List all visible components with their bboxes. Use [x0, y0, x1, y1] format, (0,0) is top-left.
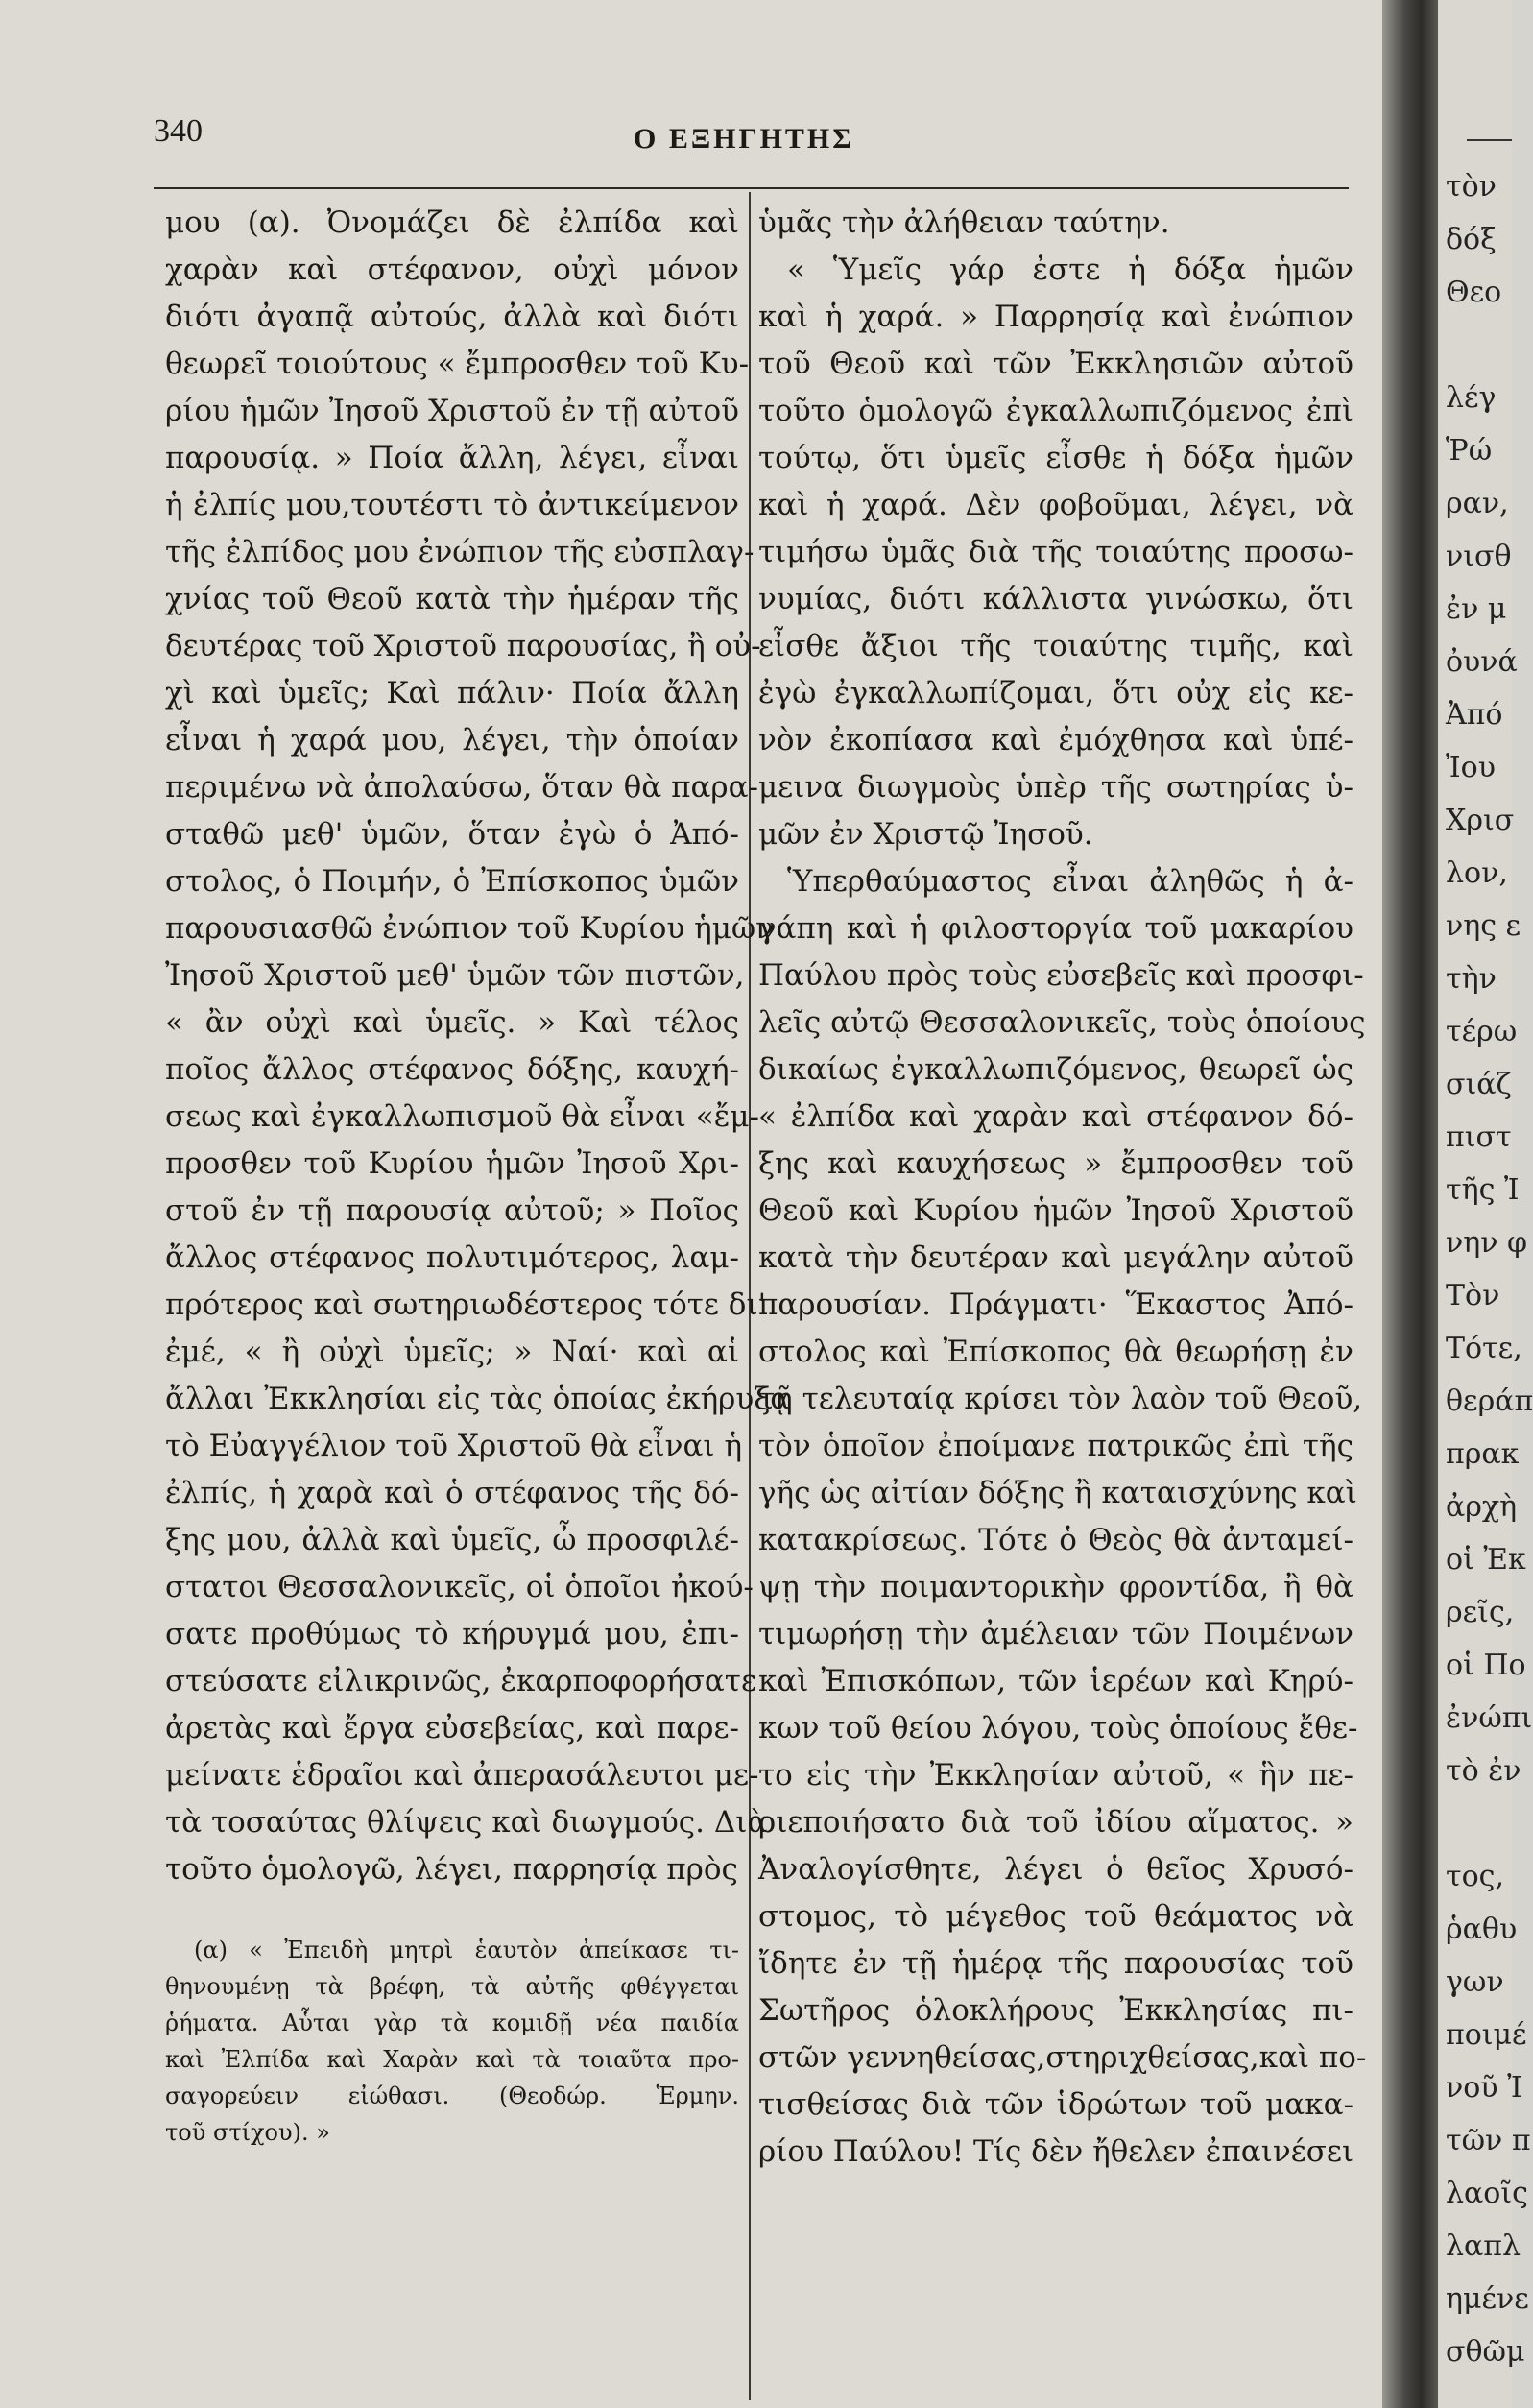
text-line: ἀρετὰς καὶ ἔργα εὐσεβείας, καὶ παρε- — [165, 1711, 739, 1746]
next-page-fragment: πρακ — [1446, 1437, 1520, 1471]
text-line: κων τοῦ θείου λόγου, τοὺς ὁποίους ἔθε- — [758, 1711, 1358, 1746]
text-line: « ἂν οὐχὶ καὶ ὑμεῖς. » Καὶ τέλος — [165, 1005, 739, 1040]
next-page-fragment: Θεο — [1446, 276, 1502, 309]
text-line: ἐγὼ ἐγκαλλωπίζομαι, ὅτι οὐχ εἰς κε- — [758, 676, 1353, 710]
next-page-header-rule — [1467, 139, 1512, 141]
text-line: τοῦ στίχου). » — [165, 2119, 330, 2146]
book-gutter — [1382, 0, 1438, 2408]
next-page-fragment: τῆς Ἰ — [1446, 1173, 1520, 1207]
text-line: παρουσιασθῶ ἐνώπιον τοῦ Κυρίου ἡμῶν — [165, 911, 775, 946]
next-page-fragment: τέρω — [1446, 1015, 1518, 1048]
text-line: ρίου Παύλου! Τίς δὲν ἤθελεν ἐπαινέσει — [758, 2134, 1354, 2169]
text-line: γῆς ὡς αἰτίαν δόξης ἢ καταισχύνης καὶ — [758, 1476, 1357, 1510]
text-line: τὸν ὁποῖον ἐποίμανε πατρικῶς ἐπὶ τῆς — [758, 1429, 1353, 1463]
text-line: κατὰ τὴν δευτέραν καὶ μεγάλην αὐτοῦ — [758, 1240, 1353, 1275]
next-page-fragment: ρεῖς, — [1446, 1596, 1515, 1629]
next-page-fragment: νης ε — [1446, 909, 1521, 943]
next-page-fragment: λον, — [1446, 856, 1508, 890]
text-line: στολος, ὁ Ποιμήν, ὁ Ἐπίσκοπος ὑμῶν — [165, 864, 739, 899]
next-page-fragment: νην φ — [1446, 1226, 1527, 1260]
next-page-fragment: τὸν — [1446, 170, 1497, 204]
page-header — [154, 113, 1349, 171]
next-page-fragment: Ῥώ — [1446, 434, 1493, 468]
text-line: Παύλου πρὸς τοὺς εὐσεβεῖς καὶ προσφι- — [758, 958, 1364, 993]
text-line: χὶ καὶ ὑμεῖς; Καὶ πάλιν· Ποία ἄλλη — [165, 676, 739, 710]
next-page-fragment: λέγ — [1446, 381, 1497, 415]
left-column — [165, 200, 791, 1893]
next-page-fragment: νισθ — [1446, 540, 1512, 573]
text-line: Ἀναλογίσθητε, λέγει ὁ θεῖος Χρυσό- — [758, 1852, 1353, 1887]
text-line: δικαίως ἐγκαλλωπιζόμενος, θεωρεῖ ὡς — [758, 1052, 1353, 1087]
text-line: χνίας τοῦ Θεοῦ κατὰ τὴν ἡμέραν τῆς — [165, 582, 739, 616]
next-page-fragment: ημένε — [1446, 2282, 1529, 2316]
text-line: μεινα διωγμοὺς ὑπὲρ τῆς σωτηρίας ὑ- — [758, 770, 1353, 805]
running-title: Ο ΕΞΗΓΗΤΗΣ — [634, 123, 854, 155]
text-line: Σωτῆρος ὁλοκλήρους Ἐκκλησίας πι- — [758, 1993, 1353, 2028]
text-line: τοῦτο ὁμολογῶ, λέγει, παρρησίᾳ πρὸς — [165, 1852, 738, 1887]
text-line: σαγορεύειν εἰώθασι. (Θεοδώρ. Ἑρμην. — [165, 2083, 739, 2109]
text-line: εἶσθε ἄξιοι τῆς τοιαύτης τιμῆς, καὶ — [758, 629, 1353, 663]
right-column — [758, 200, 1367, 2176]
text-line: « ἐλπίδα καὶ χαρὰν καὶ στέφανον δό- — [758, 1099, 1353, 1134]
header-rule — [154, 187, 1349, 189]
text-line: τοῦ Θεοῦ καὶ τῶν Ἐκκλησιῶν αὐτοῦ — [758, 347, 1353, 381]
text-line: « Ὑμεῖς γάρ ἐστε ἡ δόξα ἡμῶν — [787, 253, 1353, 287]
text-line: Ἰησοῦ Χριστοῦ μεθ' ὑμῶν τῶν πιστῶν, — [165, 958, 745, 993]
text-line: νυμίας, διότι κάλλιστα γινώσκω, ὅτι — [758, 582, 1353, 616]
next-page-fragment: ποιμέ — [1446, 2018, 1527, 2052]
text-line: στολος καὶ Ἐπίσκοπος θὰ θεωρήσῃ ἐν — [758, 1335, 1353, 1369]
text-line: ἐλπίς, ἡ χαρὰ καὶ ὁ στέφανος τῆς δό- — [165, 1476, 739, 1510]
text-line: παρουσίαν. Πράγματι· Ἕκαστος Ἀπό- — [758, 1288, 1353, 1322]
next-page-fragment: Χρισ — [1446, 804, 1515, 837]
next-page-fragment: ἐν μ — [1446, 592, 1507, 626]
next-page-fragment: ὀυνά — [1446, 645, 1518, 679]
text-line: λεῖς αὐτῷ Θεσσαλονικεῖς, τοὺς ὁποίους — [758, 1005, 1366, 1040]
next-page-fragment: Ἰου — [1446, 751, 1496, 784]
text-line: ποῖος ἄλλος στέφανος δόξης, καυχή- — [165, 1052, 739, 1087]
text-line: προσθεν τοῦ Κυρίου ἡμῶν Ἰησοῦ Χρι- — [165, 1146, 739, 1181]
next-page-fragment: ραν, — [1446, 487, 1509, 520]
next-page-fragment: τὸ ἐν — [1446, 1754, 1521, 1788]
next-page-fragment: οἱ Πο — [1446, 1649, 1526, 1682]
text-line: ρίου ἡμῶν Ἰησοῦ Χριστοῦ ἐν τῇ αὐτοῦ — [165, 394, 739, 428]
next-page-fragment: σθῶμ — [1446, 2335, 1525, 2369]
text-line: καὶ ἡ χαρά. » Παρρησίᾳ καὶ ἐνώπιον — [758, 300, 1353, 334]
text-line: ξης καὶ καυχήσεως » ἔμπροσθεν τοῦ — [758, 1146, 1353, 1181]
text-line: ψῃ τὴν ποιμαντορικὴν φροντίδα, ἢ θὰ — [758, 1570, 1353, 1604]
text-line: μου (α). Ὀνομάζει δὲ ἐλπίδα καὶ — [165, 205, 739, 240]
text-line: καὶ Ἐλπίδα καὶ Χαρὰν καὶ τὰ τοιαῦτα προ- — [165, 2046, 739, 2073]
text-line: μῶν ἐν Χριστῷ Ἰησοῦ. — [758, 817, 1093, 852]
next-page-fragment: πιστ — [1446, 1120, 1512, 1154]
text-line: Ὑπερθαύμαστος εἶναι ἀληθῶς ἡ ἀ- — [787, 864, 1353, 899]
text-line: δευτέρας τοῦ Χριστοῦ παρουσίας, ἢ οὐ- — [165, 629, 761, 663]
text-line: τῆς ἐλπίδος μου ἐνώπιον τῆς εὐσπλαγ- — [165, 535, 755, 569]
text-line: τῇ τελευταίᾳ κρίσει τὸν λαὸν τοῦ Θεοῦ, — [758, 1382, 1363, 1416]
text-line: στοῦ ἐν τῇ παρουσίᾳ αὐτοῦ; » Ποῖος — [165, 1193, 739, 1228]
next-page-fragment: οἱ Ἐκ — [1446, 1543, 1526, 1577]
text-line: Θεοῦ καὶ Κυρίου ἡμῶν Ἰησοῦ Χριστοῦ — [758, 1193, 1353, 1228]
next-page-fragment: λαπλ — [1446, 2229, 1521, 2263]
text-line: τὰ τοσαύτας θλίψεις καὶ διωγμούς. Διὰ — [165, 1805, 768, 1840]
next-page-fragment: τῶν π — [1446, 2124, 1531, 2157]
next-page-fragment: τος, — [1446, 1860, 1504, 1893]
text-line: καὶ ἡ χαρά. Δὲν φοβοῦμαι, λέγει, νὰ — [758, 488, 1353, 522]
text-line: θηνουμένῃ τὰ βρέφη, τὰ αὐτῆς φθέγγεται — [165, 1973, 739, 2000]
text-line: το εἰς τὴν Ἐκκλησίαν αὐτοῦ, « ἣν πε- — [758, 1758, 1353, 1793]
text-line: ἐμέ, « ἢ οὐχὶ ὑμεῖς; » Ναί· καὶ αἱ — [165, 1335, 739, 1369]
text-line: σεως καὶ ἐγκαλλωπισμοῦ θὰ εἶναι «ἔμ- — [165, 1099, 759, 1134]
next-page-fragment: ῥαθυ — [1446, 1913, 1518, 1946]
text-line: ῥήματα. Αὗται γὰρ τὰ κομιδῇ νέα παιδία — [165, 2010, 739, 2036]
text-line: πρότερος καὶ σωτηριωδέστερος τότε δι' — [165, 1288, 767, 1322]
text-line: χαρὰν καὶ στέφανον, οὐχὶ μόνον — [165, 253, 739, 287]
text-line: διότι ἀγαπᾷ αὐτούς, ἀλλὰ καὶ διότι — [165, 300, 739, 334]
footnote — [165, 1932, 739, 2151]
text-line: στατοι Θεσσαλονικεῖς, οἱ ὁποῖοι ἠκού- — [165, 1570, 754, 1604]
text-line: ξης μου, ἀλλὰ καὶ ὑμεῖς, ὦ προσφιλέ- — [165, 1523, 739, 1557]
text-line: θεωρεῖ τοιούτους « ἔμπροσθεν τοῦ Κυ- — [165, 347, 750, 381]
next-page-fragment: δόξ — [1446, 223, 1497, 256]
text-line: τισθείσας διὰ τῶν ἱδρώτων τοῦ μακα- — [758, 2087, 1353, 2122]
next-page-fragment: γων — [1446, 1965, 1504, 1999]
text-line: τοῦτο ὁμολογῶ ἐγκαλλωπιζόμενος ἐπὶ — [758, 394, 1353, 428]
text-line: ἡ ἐλπίς μου,τουτέστι τὸ ἀντικείμενον — [165, 488, 739, 522]
text-line: ὑμᾶς τὴν ἀλήθειαν ταύτην. — [758, 205, 1170, 240]
next-page-fragment: λαοῖς — [1446, 2177, 1528, 2210]
next-page-fragment: νοῦ Ἰ — [1446, 2071, 1522, 2105]
next-page-fragment: τὴν — [1446, 962, 1497, 996]
text-line: γάπη καὶ ἡ φιλοστοργία τοῦ μακαρίου — [758, 911, 1353, 946]
text-line: σταθῶ μεθ' ὑμῶν, ὅταν ἐγὼ ὁ Ἀπό- — [165, 817, 739, 852]
text-line: στεύσατε εἰλικρινῶς, ἐκαρποφορήσατε — [165, 1664, 757, 1698]
text-line: στῶν γεννηθείσας,στηριχθείσας,καὶ πο- — [758, 2040, 1367, 2075]
text-line: καὶ Ἐπισκόπων, τῶν ἱερέων καὶ Κηρύ- — [758, 1664, 1353, 1698]
text-line: ἄλλος στέφανος πολυτιμότερος, λαμ- — [165, 1240, 739, 1275]
text-line: τὸ Εὐαγγέλιον τοῦ Χριστοῦ θὰ εἶναι ἡ — [165, 1429, 743, 1463]
text-line: σατε προθύμως τὸ κήρυγμά μου, ἐπι- — [165, 1617, 739, 1651]
next-page-fragment: ἐνώπι — [1446, 1701, 1533, 1735]
text-line: ριεποιήσατο διὰ τοῦ ἰδίου αἵματος. » — [758, 1805, 1353, 1840]
text-line: παρουσίᾳ. » Ποία ἄλλη, λέγει, εἶναι — [165, 441, 739, 475]
text-line: ἴδητε ἐν τῇ ἡμέρᾳ τῆς παρουσίας τοῦ — [758, 1946, 1353, 1981]
text-line: εἶναι ἡ χαρά μου, λέγει, τὴν ὁποίαν — [165, 723, 739, 758]
text-line: μείνατε ἑδραῖοι καὶ ἀπερασάλευτοι με- — [165, 1758, 759, 1793]
next-page-fragment: Τὸν — [1446, 1279, 1500, 1312]
text-line: τούτῳ, ὅτι ὑμεῖς εἶσθε ἡ δόξα ἡμῶν — [758, 441, 1353, 475]
text-line: ἄλλαι Ἐκκλησίαι εἰς τὰς ὁποίας ἐκήρυξα — [165, 1382, 791, 1416]
text-line: νὸν ἐκοπίασα καὶ ἐμόχθησα καὶ ὑπέ- — [758, 723, 1353, 758]
next-page-fragment: θεράπ — [1446, 1385, 1533, 1418]
next-page-fragment: Ἀπό — [1446, 698, 1503, 732]
text-line: περιμένω νὰ ἀπολαύσω, ὅταν θὰ παρα- — [165, 770, 759, 805]
page-number: 340 — [154, 113, 203, 149]
next-page-fragment: Τότε, — [1446, 1332, 1522, 1365]
next-page-fragment: σιάζ — [1446, 1068, 1512, 1101]
next-page-edge — [1438, 0, 1533, 2408]
text-line: τιμήσω ὑμᾶς διὰ τῆς τοιαύτης προσω- — [758, 535, 1353, 569]
text-line: στομος, τὸ μέγεθος τοῦ θεάματος νὰ — [758, 1899, 1353, 1934]
text-line: (α) « Ἐπειδὴ μητρὶ ἑαυτὸν ἀπείκασε τι- — [194, 1937, 739, 1963]
text-line: κατακρίσεως. Τότε ὁ Θεὸς θὰ ἀνταμεί- — [758, 1523, 1353, 1557]
text-line: τιμωρήσῃ τὴν ἀμέλειαν τῶν Ποιμένων — [758, 1617, 1353, 1651]
next-page-fragment: ἀρχὴ — [1446, 1490, 1518, 1524]
